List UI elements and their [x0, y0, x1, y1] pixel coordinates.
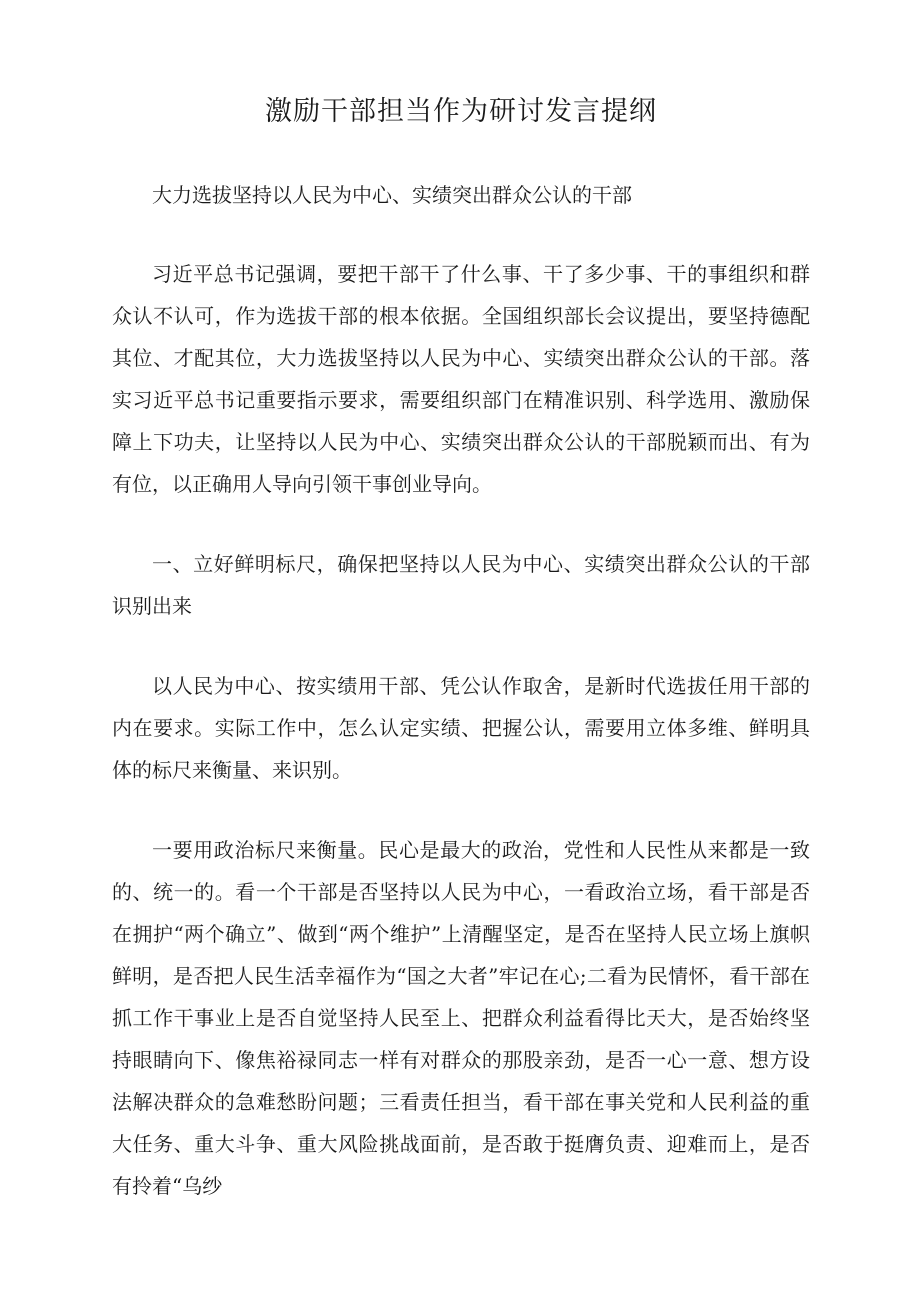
paragraph-requirements: 以人民为中心、按实绩用干部、凭公认作取舍，是新时代选拔任用干部的内在要求。实际工作中，怎么认定实绩、把握公认，需要用立体多维、鲜明具体的标尺来衡量、来识别。 — [112, 674, 810, 782]
paragraph-intro: 习近平总书记强调，要把干部干了什么事、干了多少事、干的事组织和群众认不认可，作为选拔干部的根本依据。全国组织部长会议提出，要坚持德配其位、才配其位，大力选拔坚持以人民为中心、实绩突出群众公认的干部。落实习近平总书记重要指示要求，需要组织部门在精准识别、科学选用、激励保障上下功夫，让坚持以人民为中心、实绩突出群众公认的干部脱颖而出、有为有位，以正确用人导向引领干事创业导向。 — [112, 262, 810, 496]
section-heading-one: 一、立好鲜明标尺，确保把坚持以人民为中心、实绩突出群众公认的干部识别出来 — [112, 552, 810, 618]
paragraph-political-standard: 一要用政治标尺来衡量。民心是最大的政治，党性和人民性从来都是一致的、统一的。看一个干部是否坚持以人民为中心，一看政治立场，看干部是否在拥护“两个确立”、做到“两个维护”上清醒坚定，是否在坚持人民立场上旗帜鲜明，是否把人民生活幸福作为“国之大者”牢记在心;二看为民情怀，看干部在抓工作干事业上是否自觉坚持人民至上、把群众利益看得比天大，是否始终坚持眼睛向下、像焦裕禄同志一样有对群众的那股亲劲，是否一心一意、想方设法解决群众的急难愁盼问题；三看责任担当，看干部在事关党和人民利益的重大任务、重大斗争、重大风险挑战面前，是否敢于挺膺负责、迎难而上，是否有拎着“乌纱 — [112, 838, 810, 1198]
document-subtitle: 大力选拔坚持以人民为中心、实绩突出群众公认的干部 — [152, 183, 632, 207]
document-title: 激励干部担当作为研讨发言提纲 — [265, 96, 657, 127]
